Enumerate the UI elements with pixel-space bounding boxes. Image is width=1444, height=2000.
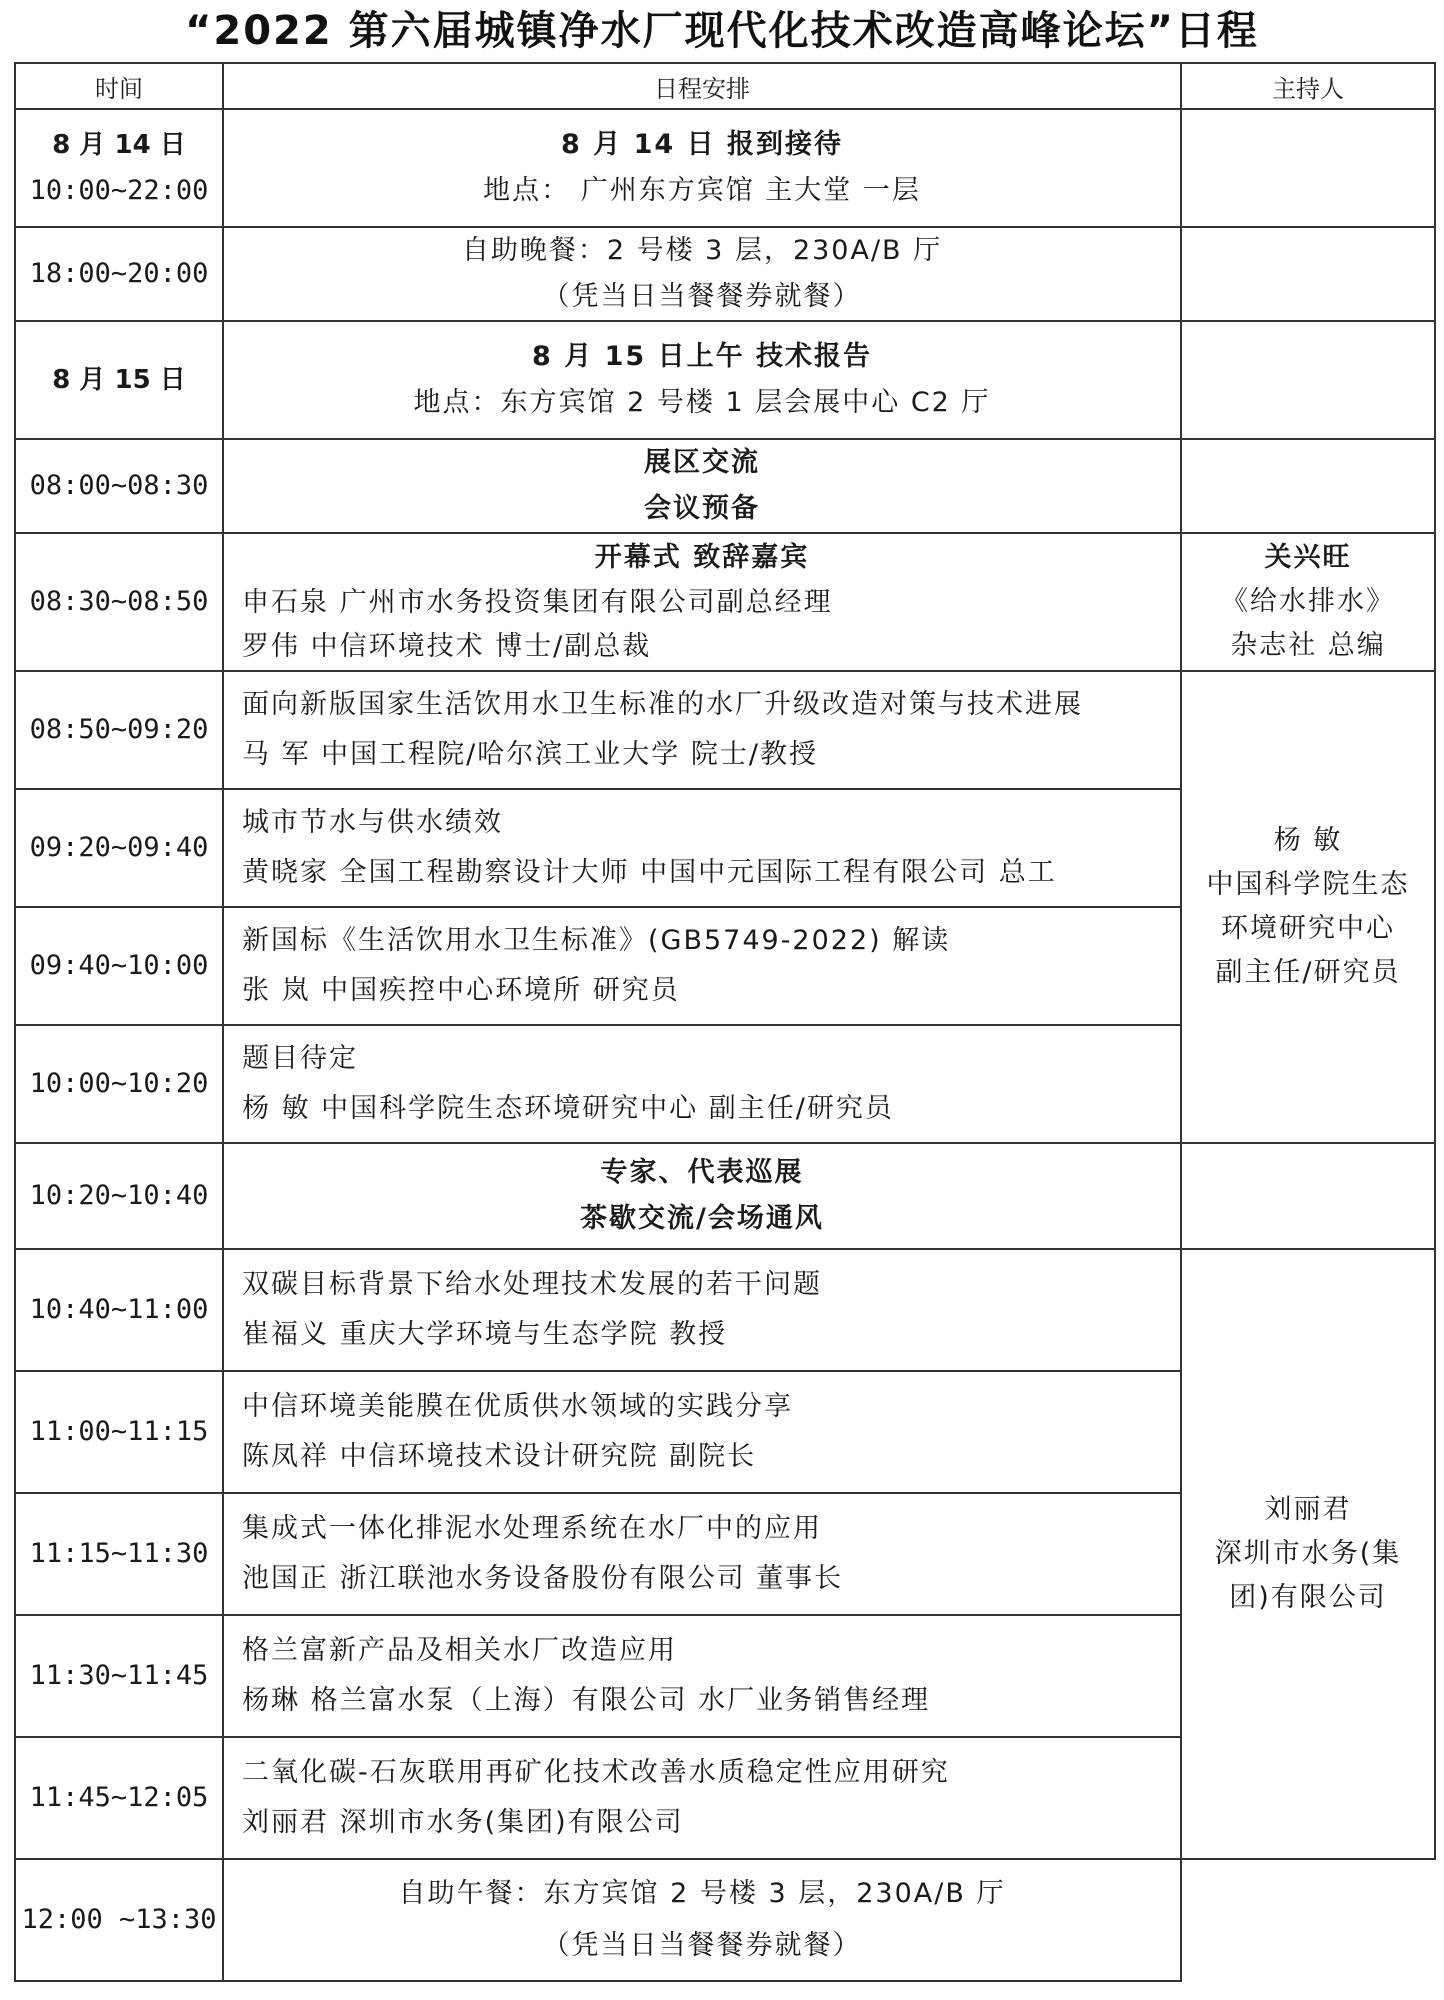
host-title: 团)有限公司 [1229,1582,1387,1613]
schedule-cell [223,1615,1181,1737]
speaker-line: 张 岚 中国疾控中心环境所 研究员 [242,975,680,1006]
host-name: 关兴旺 [1264,542,1352,573]
date-label: 8 月 15 日 [52,365,186,395]
schedule-cell [223,671,1181,789]
schedule-cell [223,1493,1181,1615]
schedule-line: 自助晚餐：2 号楼 3 层，230A/B 厅 [461,235,943,266]
talk-title: 集成式一体化排泥水处理系统在水厂中的应用 [242,1513,822,1544]
table-row [15,439,1435,533]
time-range: 11:15~11:30 [15,1493,223,1615]
time-cell [15,109,223,227]
talk-title: 题目待定 [242,1043,358,1074]
date-label: 8 月 14 日 [52,130,186,160]
header-schedule: 日程安排 [223,63,1181,109]
time-range: 10:00~10:20 [15,1025,223,1143]
schedule-cell [223,109,1181,227]
schedule-cell [223,439,1181,533]
schedule-cell [223,533,1181,671]
schedule-cell [223,907,1181,1025]
schedule-cell [223,321,1181,439]
page-title: “2022 第六届城镇净水厂现代化技术改造高峰论坛”日程 [185,8,1259,54]
host-cell-empty [1181,227,1435,321]
schedule-line: 茶歇交流/会场通风 [580,1203,824,1234]
time-range: 09:20~09:40 [15,789,223,907]
host-cell-empty [1181,109,1435,227]
speaker-line: 申石泉 广州市水务投资集团有限公司副总经理 [242,587,833,618]
table-row [15,321,1435,439]
schedule-cell [223,1859,1181,1981]
time-range: 11:30~11:45 [15,1615,223,1737]
schedule-cell [223,1737,1181,1859]
host-title: 副主任/研究员 [1215,957,1401,988]
schedule-cell [223,1143,1181,1249]
time-range: 08:50~09:20 [15,671,223,789]
time-range: 18:00~20:00 [15,227,223,321]
host-cell-empty [1181,439,1435,533]
speaker-line: 马 军 中国工程院/哈尔滨工业大学 院士/教授 [242,739,818,770]
time-range: 10:40~11:00 [15,1249,223,1371]
schedule-cell [223,789,1181,907]
schedule-note: （凭当日当餐餐券就餐） [542,1930,862,1961]
schedule-table [14,62,1436,1982]
speaker-line: 崔福义 重庆大学环境与生态学院 教授 [242,1319,728,1350]
table-row [15,227,1435,321]
talk-title: 格兰富新产品及相关水厂改造应用 [242,1635,677,1666]
section-heading: 8 月 14 日 报到接待 [561,129,843,160]
schedule-cell [223,1371,1181,1493]
time-range: 12:00 ~13:30 [15,1859,223,1981]
time-range: 10:20~10:40 [15,1143,223,1249]
host-title: 杂志社 总编 [1230,630,1386,661]
header-host: 主持人 [1181,63,1435,109]
host-title: 《给水排水》 [1221,586,1395,617]
host-cell-empty [1181,1143,1435,1249]
table-row [15,671,1435,789]
section-heading: 8 月 15 日上午 技术报告 [532,341,872,372]
schedule-cell [223,227,1181,321]
host-title: 环境研究中心 [1221,913,1395,944]
schedule-cell [223,1025,1181,1143]
header-time: 时间 [15,63,223,109]
time-range: 10:00~22:00 [29,175,209,206]
host-cell [1181,533,1435,671]
schedule-note: （凭当日当餐餐券就餐） [542,281,862,312]
speaker-line: 池国正 浙江联池水务设备股份有限公司 董事长 [242,1563,844,1594]
schedule-line: 专家、代表巡展 [600,1157,804,1188]
section-heading: 开幕式 致辞嘉宾 [594,542,810,573]
host-name: 杨 敏 [1273,825,1343,856]
schedule-line: 会议预备 [644,493,760,524]
table-row [15,533,1435,671]
host-title: 深圳市水务(集 [1214,1538,1402,1569]
table-row [15,1249,1435,1371]
host-cell [1181,1249,1435,1859]
host-title: 中国科学院生态 [1206,869,1410,900]
time-range: 11:45~12:05 [15,1737,223,1859]
speaker-line: 陈凤祥 中信环境技术设计研究院 副院长 [242,1441,757,1472]
talk-title: 新国标《生活饮用水卫生标准》(GB5749-2022) 解读 [242,925,951,956]
time-range: 09:40~10:00 [15,907,223,1025]
schedule-line: 自助午餐：东方宾馆 2 号楼 3 层，230A/B 厅 [398,1878,1006,1909]
time-cell [15,321,223,439]
time-range: 08:00~08:30 [15,439,223,533]
location-text: 地点：东方宾馆 2 号楼 1 层会展中心 C2 厅 [413,387,991,418]
schedule-line: 展区交流 [644,447,760,478]
speaker-line: 刘丽君 深圳市水务(集团)有限公司 [242,1807,684,1838]
talk-title: 双碳目标背景下给水处理技术发展的若干问题 [242,1269,822,1300]
table-row [15,1143,1435,1249]
talk-title: 中信环境美能膜在优质供水领域的实践分享 [242,1391,793,1422]
table-header-row [15,63,1435,109]
talk-title: 城市节水与供水绩效 [242,807,503,838]
location-text: 地点： 广州东方宾馆 主大堂 一层 [483,175,921,206]
speaker-line: 杨琳 格兰富水泵（上海）有限公司 水厂业务销售经理 [242,1685,931,1716]
host-name: 刘丽君 [1264,1494,1352,1525]
table-row [15,109,1435,227]
time-range: 08:30~08:50 [15,533,223,671]
speaker-line: 罗伟 中信环境技术 博士/副总裁 [242,631,652,662]
host-cell-empty [1181,321,1435,439]
time-range: 11:00~11:15 [15,1371,223,1493]
talk-title: 二氧化碳-石灰联用再矿化技术改善水质稳定性应用研究 [242,1757,950,1788]
host-cell [1181,671,1435,1143]
schedule-cell [223,1249,1181,1371]
table-row [15,1859,1435,1981]
talk-title: 面向新版国家生活饮用水卫生标准的水厂升级改造对策与技术进展 [242,689,1083,720]
speaker-line: 杨 敏 中国科学院生态环境研究中心 副主任/研究员 [242,1093,894,1124]
speaker-line: 黄晓家 全国工程勘察设计大师 中国中元国际工程有限公司 总工 [242,857,1057,888]
